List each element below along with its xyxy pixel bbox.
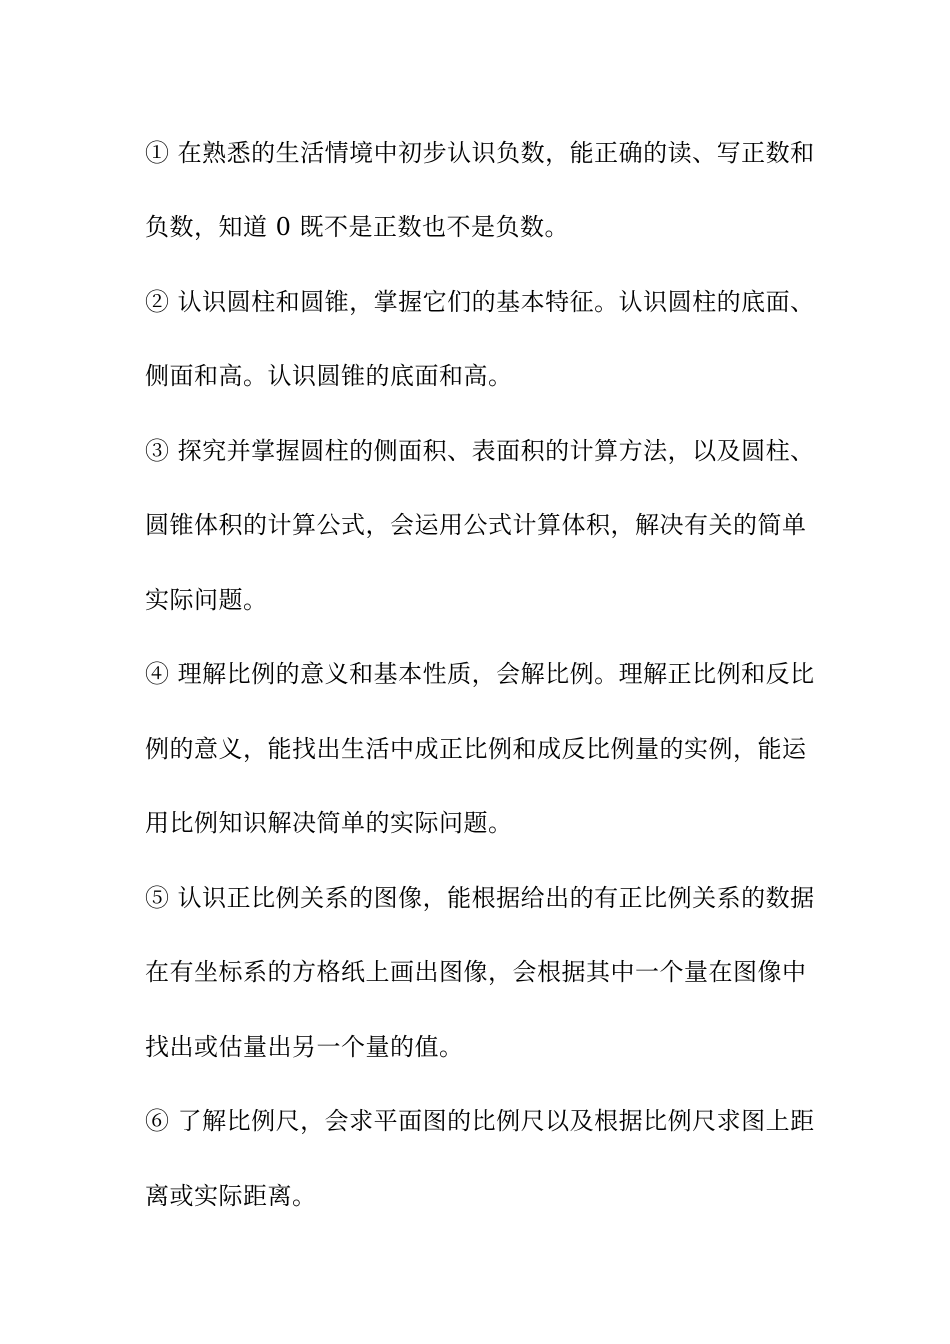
text-line: ⑥ 了解比例尺，会求平面图的比例尺以及根据比例尺求图上距 [145,1107,815,1135]
text-line: 侧面和高。认识圆锥的底面和高。 [145,362,513,390]
text-line: 负数，知道 0 既不是正数也不是负数。 [145,213,570,241]
text-line: 实际问题。 [145,586,268,614]
text-line: ② 认识圆柱和圆锥，掌握它们的基本特征。认识圆柱的底面、 [145,288,815,316]
text-line: ③ 探究并掌握圆柱的侧面积、表面积的计算方法，以及圆柱、 [145,437,815,465]
text-line: 用比例知识解决简单的实际问题。 [145,809,513,837]
text-line: 例的意义，能找出生活中成正比例和成反比例量的实例，能运 [145,735,807,763]
text-line: 在有坐标系的方格纸上画出图像，会根据其中一个量在图像中 [145,958,807,986]
text-line: ① 在熟悉的生活情境中初步认识负数，能正确的读、写正数和 [145,139,815,167]
text-line: ④ 理解比例的意义和基本性质，会解比例。理解正比例和反比 [145,660,815,688]
text-line: ⑤ 认识正比例关系的图像，能根据给出的有正比例关系的数据 [145,884,815,912]
text-line: 找出或估量出另一个量的值。 [145,1033,464,1061]
text-line: 离或实际距离。 [145,1182,317,1210]
text-line: 圆锥体积的计算公式，会运用公式计算体积，解决有关的简单 [145,511,807,539]
